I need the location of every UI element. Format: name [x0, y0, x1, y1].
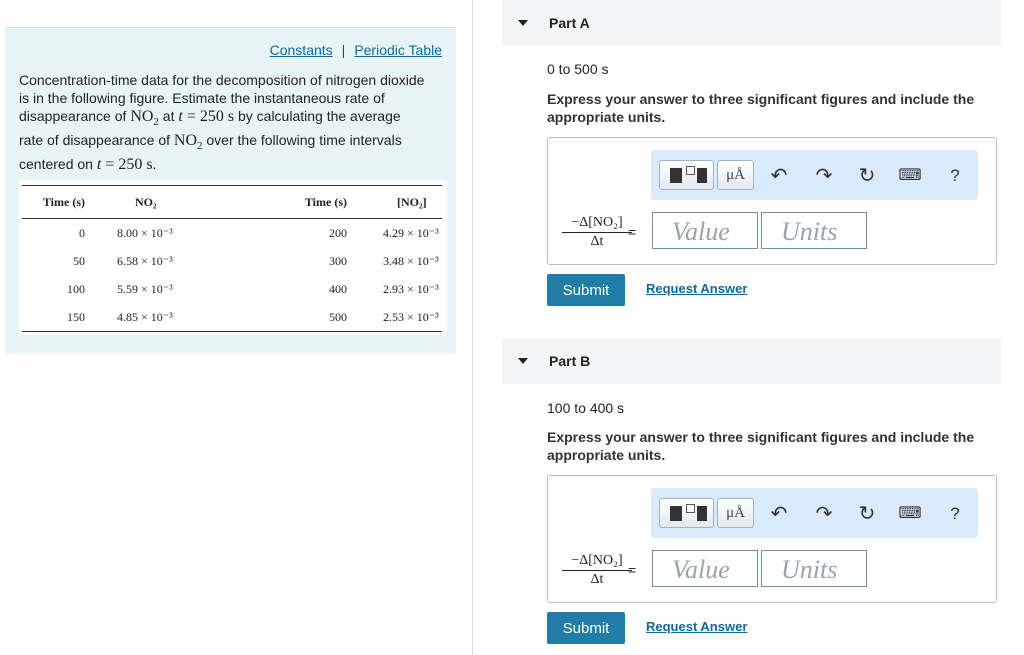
instruction-line-2: appropriate units.: [547, 109, 666, 125]
templates-icon[interactable]: [659, 160, 714, 190]
problem-line-3: disappearance of $NO_2$ at t = 250 s by calculating the average: [19, 108, 401, 128]
units-icon[interactable]: μÅ: [717, 160, 754, 190]
table-cell: 4.29 × 10⁻³: [383, 225, 439, 240]
keyboard-icon[interactable]: ⌨: [898, 505, 922, 522]
part-a-title: Part A: [549, 15, 590, 31]
instruction-line-1: Express your answer to three significant figures and include the: [547, 91, 975, 107]
table-cell: 0: [79, 225, 85, 240]
help-icon[interactable]: ?: [950, 504, 960, 523]
rate-fraction: [562, 215, 632, 250]
part-b-interval: 100 to 400 s: [547, 400, 625, 416]
part-b-title: Part B: [549, 353, 591, 369]
table-cell: 100: [67, 281, 85, 296]
periodic-table-link[interactable]: Periodic Table: [354, 42, 442, 58]
problem-line-1: Concentration-time data for the decomposition of nitrogen dioxide: [19, 72, 425, 88]
resource-links: [270, 42, 442, 58]
problem-line-5: centered on t = 250 s.: [19, 155, 157, 173]
undo-icon[interactable]: ↶: [770, 165, 788, 187]
table-cell: 4.85 × 10⁻³: [99, 303, 256, 332]
header-time-1: Time (s): [22, 186, 99, 219]
header-no2-1: NO₂: [99, 186, 256, 219]
table-header-row: [22, 186, 442, 219]
problem-panel: [5, 27, 456, 354]
reset-icon[interactable]: ↻: [858, 503, 876, 525]
table-row: [22, 303, 442, 332]
math-toolbar: [651, 150, 978, 200]
units-input[interactable]: [761, 212, 867, 249]
table-cell: 5.59 × 10⁻³: [117, 281, 173, 296]
table-cell: 200: [329, 225, 347, 240]
part-b-submit-button[interactable]: Submit: [547, 612, 625, 644]
math-toolbar: [651, 488, 978, 538]
fraction-numerator: −Δ[NO₂]: [562, 553, 632, 571]
part-b-instruction: [547, 428, 997, 464]
part-a-submit-button[interactable]: Submit: [547, 274, 625, 306]
reset-icon[interactable]: ↻: [858, 165, 876, 187]
table-row: [22, 219, 442, 248]
equals-sign: =: [628, 562, 637, 578]
table-cell: 2.53 × 10⁻³: [359, 303, 442, 332]
constants-link[interactable]: Constants: [269, 42, 333, 58]
part-a-answer-box: [547, 137, 997, 265]
column-divider: [472, 0, 473, 655]
part-b-answer-box: [547, 475, 997, 603]
instruction-line-1: Express your answer to three significant figures and include the: [547, 429, 975, 445]
table-cell: 2.93 × 10⁻³: [383, 281, 439, 296]
table-cell: 50: [73, 253, 85, 268]
equals-sign: =: [628, 224, 637, 240]
table-cell: 300: [329, 253, 347, 268]
rate-fraction: [562, 553, 632, 588]
part-a-instruction: [547, 90, 997, 126]
concentration-table-container: [19, 180, 447, 335]
units-input[interactable]: [761, 550, 867, 587]
value-input[interactable]: [652, 550, 758, 587]
value-input[interactable]: [652, 212, 758, 249]
units-icon[interactable]: μÅ: [717, 498, 754, 528]
templates-icon[interactable]: [659, 498, 714, 528]
fraction-denominator: Δt: [590, 234, 604, 249]
fraction-denominator: Δt: [590, 572, 604, 587]
table-cell: 3.48 × 10⁻³: [383, 253, 439, 268]
redo-icon[interactable]: ↷: [815, 503, 833, 525]
table-cell: 500: [256, 303, 359, 332]
collapse-triangle-icon[interactable]: [518, 358, 528, 364]
keyboard-icon[interactable]: ⌨: [898, 167, 922, 184]
table-row: [22, 247, 442, 275]
part-b-header[interactable]: [502, 338, 1001, 384]
instruction-line-2: appropriate units.: [547, 447, 666, 463]
table-cell: 6.58 × 10⁻³: [117, 253, 173, 268]
redo-icon[interactable]: ↷: [815, 165, 833, 187]
fraction-numerator: −Δ[NO₂]: [562, 215, 632, 233]
undo-icon[interactable]: ↶: [770, 503, 788, 525]
problem-line-4: rate of disappearance of $NO_2$ over the following time intervals: [19, 131, 402, 152]
link-separator: |: [341, 42, 346, 58]
collapse-triangle-icon[interactable]: [518, 20, 528, 26]
header-no2-2: [NO₂]: [359, 186, 442, 219]
table-cell: 400: [329, 281, 347, 296]
help-icon[interactable]: ?: [950, 166, 960, 185]
part-b-request-answer-link[interactable]: Request Answer: [646, 619, 748, 634]
table-row: [22, 275, 442, 303]
problem-statement: [19, 71, 447, 174]
table-cell: 150: [22, 303, 99, 332]
concentration-table: [22, 185, 442, 332]
table-cell: 8.00 × 10⁻³: [117, 225, 173, 240]
part-a-interval: 0 to 500 s: [547, 61, 609, 77]
part-a-header[interactable]: [502, 0, 1001, 46]
part-a-request-answer-link[interactable]: Request Answer: [646, 281, 748, 296]
problem-line-2: is in the following figure. Estimate the instantaneous rate of: [19, 90, 385, 106]
header-time-2: Time (s): [256, 186, 359, 219]
